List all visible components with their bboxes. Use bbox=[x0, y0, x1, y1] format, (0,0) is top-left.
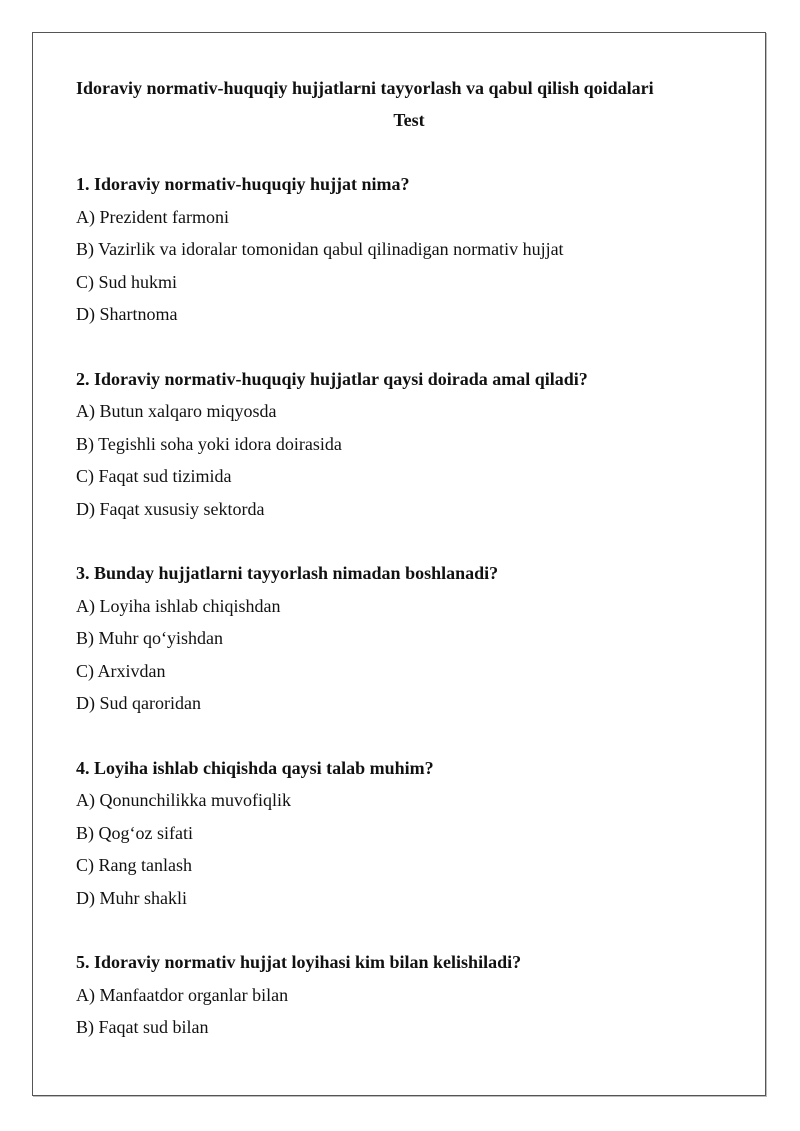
answer-option-d: D) Shartnoma bbox=[76, 304, 178, 324]
answer-option-a: A) Manfaatdor organlar bilan bbox=[76, 984, 289, 1005]
question-5 bbox=[76, 946, 736, 1044]
question-text: 3. Bunday hujjatlarni tayyorlash nimadan boshlanadi? bbox=[76, 563, 499, 583]
answer-option-a: A) Prezident farmoni bbox=[76, 206, 229, 227]
answer-option-b: B) Tegishli soha yoki idora doirasida bbox=[76, 433, 342, 454]
document-subtitle: Test bbox=[393, 110, 425, 130]
answer-option-b: B) Qog‘oz sifati bbox=[76, 822, 193, 843]
document-body bbox=[76, 72, 736, 1044]
question-text: 1. Idoraviy normativ-huquqiy hujjat nima? bbox=[76, 174, 410, 194]
question-2 bbox=[76, 363, 736, 526]
answer-option-a: A) Qonunchilikka muvofiqlik bbox=[76, 790, 291, 810]
question-text: 5. Idoraviy normativ hujjat loyihasi kim bilan kelishiladi? bbox=[76, 952, 522, 972]
answer-option-d: D) Sud qaroridan bbox=[76, 693, 201, 713]
answer-option-c: C) Arxivdan bbox=[76, 660, 166, 681]
document-title: Idoraviy normativ-huquqiy hujjatlarni tayyorlash va qabul qilish qoidalari bbox=[76, 78, 654, 98]
answer-option-c: C) Faqat sud tizimida bbox=[76, 466, 232, 486]
answer-option-a: A) Butun xalqaro miqyosda bbox=[76, 401, 277, 421]
answer-option-d: D) Muhr shakli bbox=[76, 887, 187, 908]
answer-option-d: D) Faqat xususiy sektorda bbox=[76, 498, 265, 519]
answer-option-b: B) Faqat sud bilan bbox=[76, 1017, 209, 1037]
answer-option-b: B) Vazirlik va idoralar tomonidan qabul qilinadigan normativ hujjat bbox=[76, 239, 564, 259]
question-1 bbox=[76, 168, 736, 331]
question-3 bbox=[76, 557, 736, 720]
question-4 bbox=[76, 752, 736, 915]
question-text: 2. Idoraviy normativ-huquqiy hujjatlar qaysi doirada amal qiladi? bbox=[76, 368, 588, 389]
answer-option-b: B) Muhr qo‘yishdan bbox=[76, 628, 223, 648]
answer-option-c: C) Sud hukmi bbox=[76, 271, 178, 292]
question-text: 4. Loyiha ishlab chiqishda qaysi talab muhim? bbox=[76, 757, 434, 778]
answer-option-a: A) Loyiha ishlab chiqishdan bbox=[76, 595, 281, 616]
answer-option-c: C) Rang tanlash bbox=[76, 855, 192, 875]
